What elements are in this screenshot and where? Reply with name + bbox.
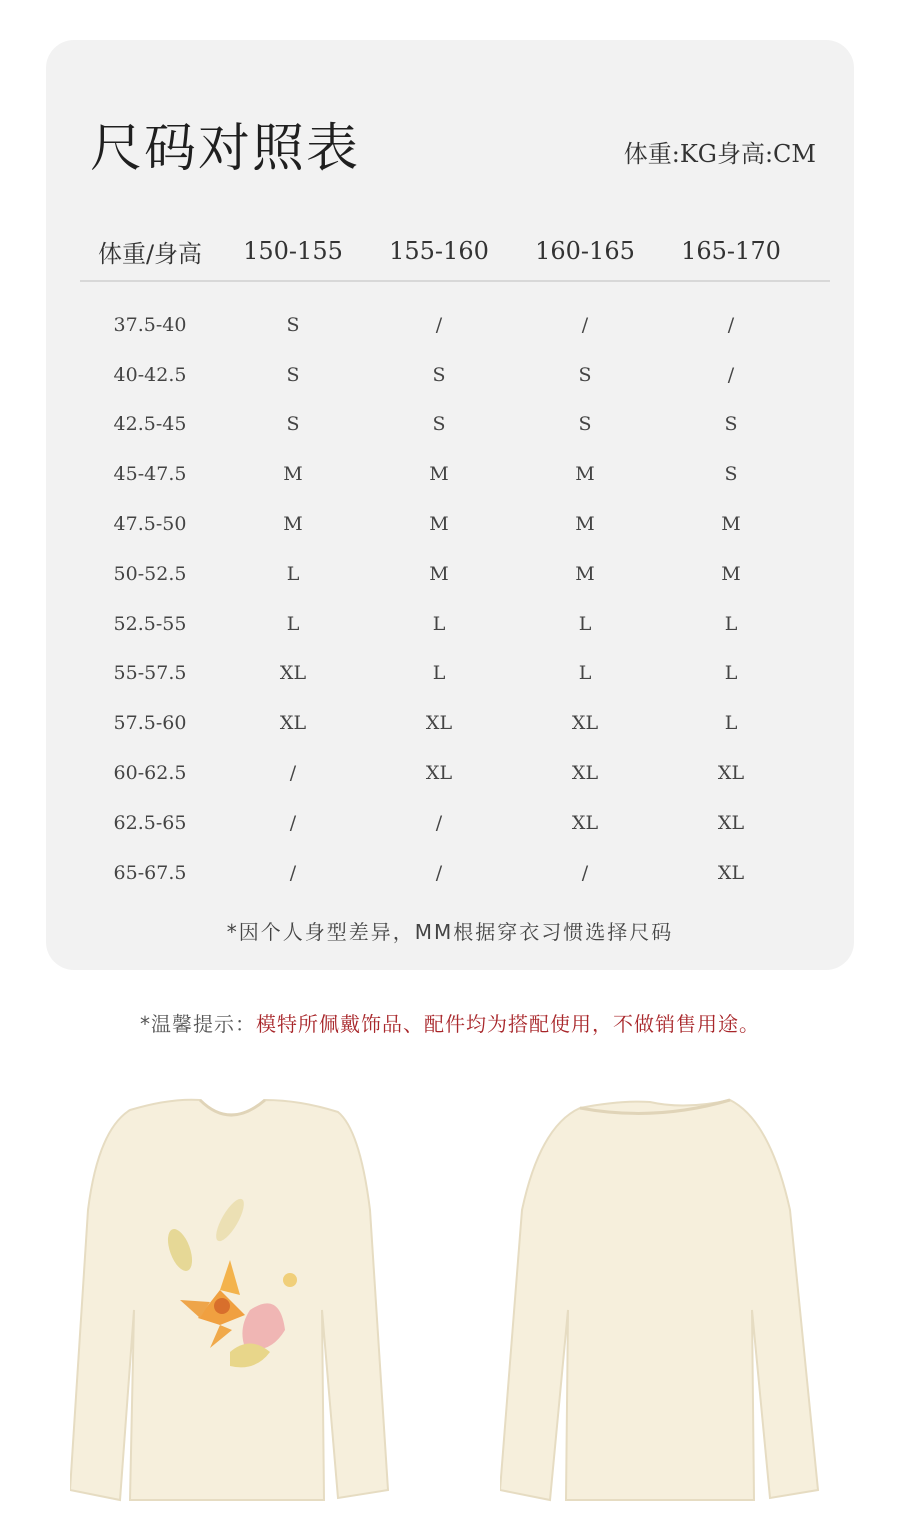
size-cell: /	[727, 313, 735, 336]
table-row	[80, 350, 830, 400]
column-header: 155-160	[389, 237, 489, 265]
size-cell: XL	[279, 712, 307, 735]
table-row	[80, 649, 830, 699]
tshirt-front-image	[70, 1090, 390, 1510]
column-header: 165-170	[681, 237, 781, 265]
size-table	[80, 222, 830, 898]
size-cell: XL	[571, 811, 599, 834]
size-chart-card	[46, 40, 854, 970]
size-cell: S	[286, 413, 300, 436]
size-cell: XL	[425, 762, 453, 785]
size-cell: M	[575, 562, 595, 585]
column-header: 160-165	[535, 237, 635, 265]
weight-range-cell: 50-52.5	[113, 562, 187, 585]
weight-range-cell: 57.5-60	[113, 712, 187, 735]
size-cell: M	[575, 513, 595, 536]
size-cell: XL	[717, 861, 745, 884]
size-cell: L	[724, 712, 738, 735]
size-cell: L	[724, 612, 738, 635]
size-cell: XL	[717, 811, 745, 834]
table-row	[80, 698, 830, 748]
size-cell: /	[289, 762, 297, 785]
size-cell: /	[435, 861, 443, 884]
size-cell: S	[286, 363, 300, 386]
size-cell: L	[578, 662, 592, 685]
size-cell: XL	[571, 762, 599, 785]
size-cell: M	[721, 562, 741, 585]
size-cell: M	[283, 513, 303, 536]
weight-range-cell: 62.5-65	[113, 811, 187, 834]
weight-range-cell: 40-42.5	[113, 363, 187, 386]
size-cell: S	[432, 413, 446, 436]
table-row	[80, 848, 830, 898]
tip-lead: *温馨提示：	[140, 1012, 256, 1036]
warm-tip	[0, 1008, 900, 1037]
size-cell: XL	[571, 712, 599, 735]
size-cell: S	[724, 463, 738, 486]
size-cell: /	[435, 811, 443, 834]
table-row	[80, 400, 830, 450]
weight-range-cell: 52.5-55	[113, 612, 187, 635]
size-cell: M	[283, 463, 303, 486]
size-cell: L	[432, 662, 446, 685]
fit-note: *因个人身型差异，MM根据穿衣习惯选择尺码	[226, 920, 674, 944]
size-cell: L	[432, 612, 446, 635]
weight-range-cell: 42.5-45	[113, 413, 187, 436]
weight-range-cell: 55-57.5	[113, 662, 187, 685]
size-cell: /	[289, 861, 297, 884]
table-row	[80, 449, 830, 499]
size-cell: L	[286, 562, 300, 585]
unit-label: 体重:KG身高:CM	[623, 140, 816, 168]
column-header: 体重/身高	[97, 239, 203, 268]
table-row	[80, 549, 830, 599]
table-row	[80, 599, 830, 649]
table-row	[80, 300, 830, 350]
tip-text: 模特所佩戴饰品、配件均为搭配使用，不做销售用途。	[256, 1012, 760, 1036]
table-row	[80, 499, 830, 549]
size-cell: M	[721, 513, 741, 536]
size-cell: /	[581, 313, 589, 336]
size-cell: S	[286, 313, 300, 336]
size-cell: XL	[425, 712, 453, 735]
size-cell: XL	[279, 662, 307, 685]
size-cell: /	[581, 861, 589, 884]
weight-range-cell: 45-47.5	[113, 463, 187, 486]
table-row	[80, 748, 830, 798]
page-title: 尺码对照表	[90, 119, 361, 179]
tshirt-back-image	[500, 1090, 820, 1510]
size-cell: M	[429, 562, 449, 585]
size-cell: L	[724, 662, 738, 685]
weight-range-cell: 37.5-40	[113, 313, 187, 336]
size-cell: M	[429, 463, 449, 486]
table-row	[80, 798, 830, 848]
size-cell: S	[578, 413, 592, 436]
weight-range-cell: 65-67.5	[113, 861, 187, 884]
weight-range-cell: 60-62.5	[113, 762, 187, 785]
size-cell: S	[578, 363, 592, 386]
size-cell: /	[289, 811, 297, 834]
size-cell: L	[286, 612, 300, 635]
size-cell: M	[429, 513, 449, 536]
size-cell: L	[578, 612, 592, 635]
column-header: 150-155	[243, 237, 343, 265]
table-header-row	[80, 222, 830, 280]
size-cell: XL	[717, 762, 745, 785]
weight-range-cell: 47.5-50	[113, 513, 187, 536]
size-cell: S	[432, 363, 446, 386]
size-cell: /	[435, 313, 443, 336]
table-body	[80, 282, 830, 898]
size-cell: M	[575, 463, 595, 486]
size-cell: S	[724, 413, 738, 436]
size-cell: /	[727, 363, 735, 386]
